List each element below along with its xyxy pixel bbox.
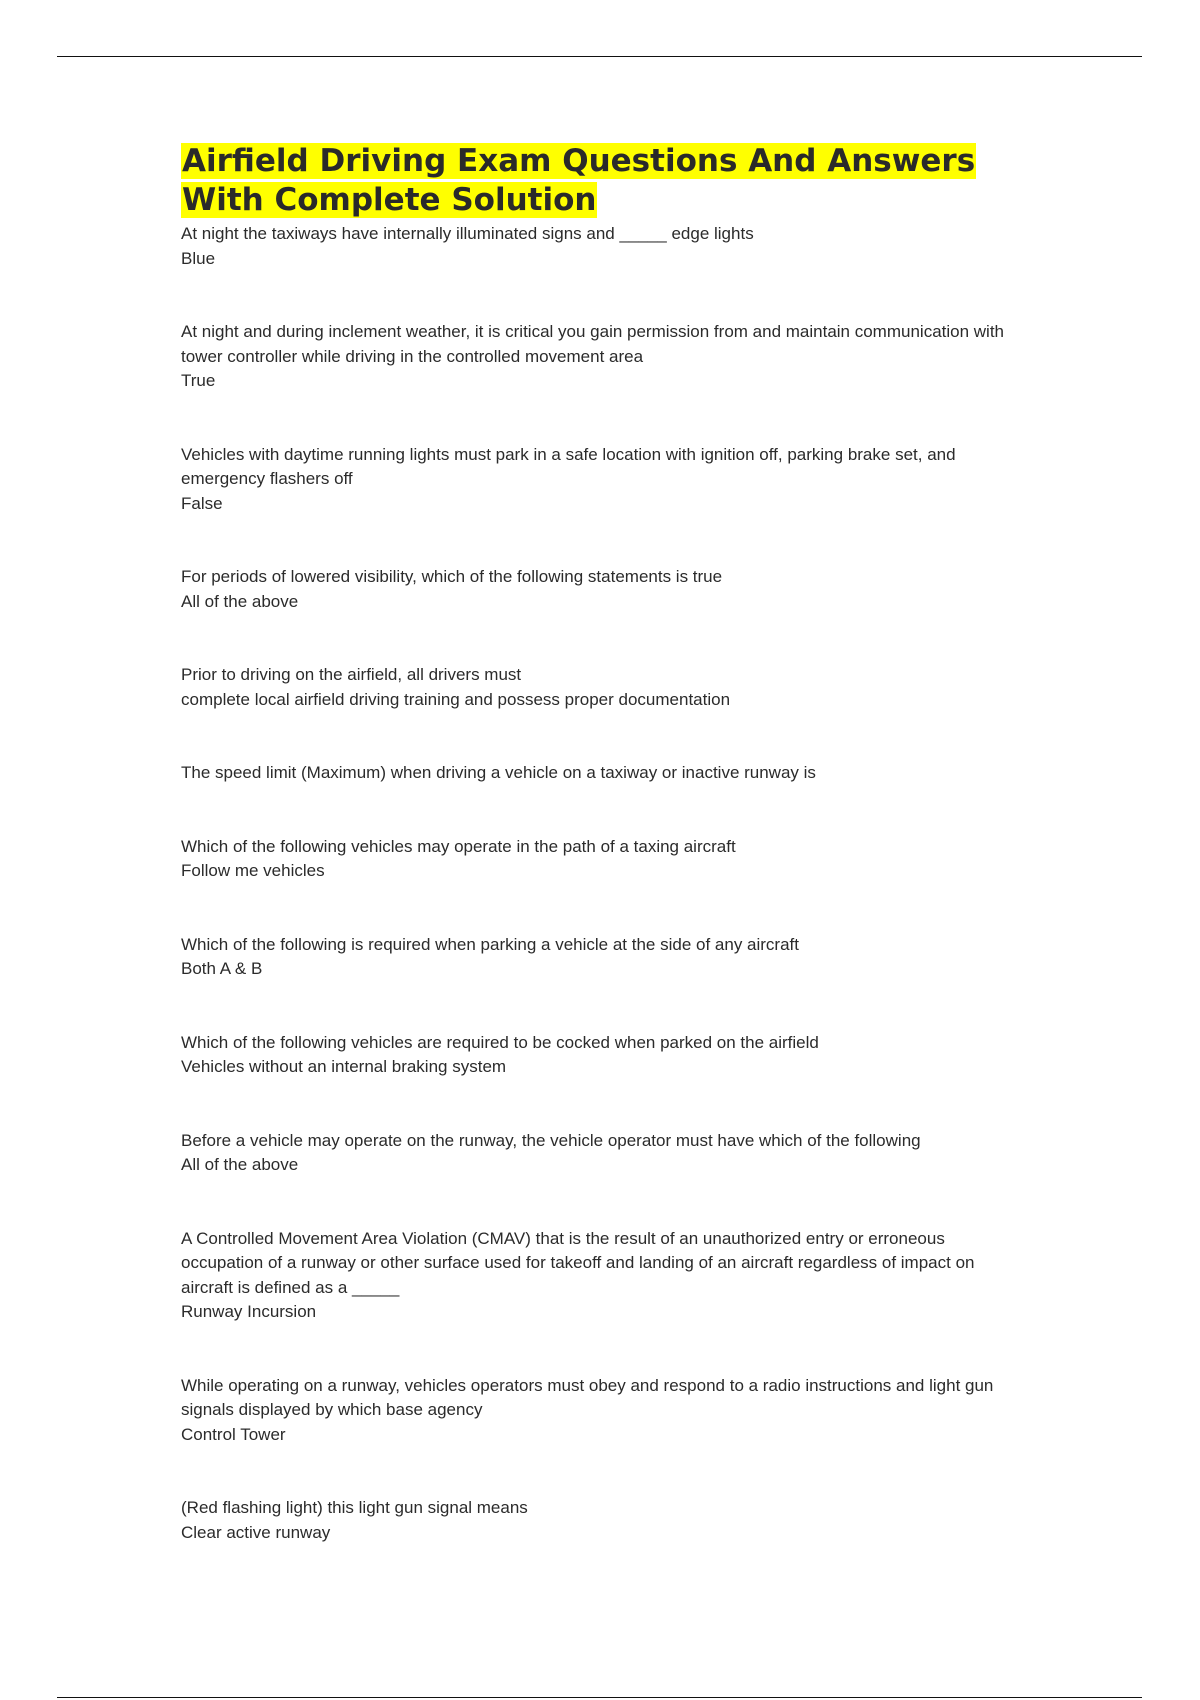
qa-item [181,835,1021,884]
qa-item [181,1227,1021,1325]
qa-list [181,222,1021,1545]
qa-item [181,320,1021,394]
answer-text: Vehicles without an internal braking system [181,1057,507,1076]
question-text: While operating on a runway, vehicles operators must obey and respond to a radio instructions and light gun signals displayed by which base agency [181,1375,994,1419]
answer-text: complete local airfield driving training and possess proper documentation [181,689,731,709]
question-text: At night and during inclement weather, it is critical you gain permission from and maintain communication with tower controller while driving in the controlled movement area [181,322,1005,366]
answer-text: All of the above [181,1155,299,1174]
document-title [181,142,1021,220]
answer-text: Runway Incursion [181,1302,317,1321]
question-text: Before a vehicle may operate on the runway, the vehicle operator must have which of the following [181,1130,921,1150]
answer-text: Control Tower [181,1424,286,1444]
answer-text: Clear active runway [181,1522,331,1542]
question-text: For periods of lowered visibility, which of the following statements is true [181,567,723,586]
qa-item [181,1374,1021,1448]
qa-item [181,222,1021,271]
title-line-2: With Complete Solution [182,182,597,218]
question-text: Vehicles with daytime running lights must park in a safe location with ignition off, parking brake set, and emergency flashers off [181,444,956,488]
qa-item [181,761,1021,786]
question-text: Prior to driving on the airfield, all drivers must [181,665,522,684]
title-line-1: Airfield Driving Exam Questions And Answers [182,143,976,179]
answer-text: False [181,493,223,513]
question-text: At night the taxiways have internally illuminated signs and _____ edge lights [181,224,754,243]
answer-text: Follow me vehicles [181,861,325,880]
qa-item [181,1031,1021,1080]
question-text: Which of the following vehicles are required to be cocked when parked on the airfield [181,1032,819,1052]
answer-text: Both A & B [181,959,263,978]
answer-text: All of the above [181,591,299,611]
answer-text: Blue [181,248,216,268]
qa-item [181,1129,1021,1178]
answer-text: True [181,371,216,390]
question-text: Which of the following is required when parking a vehicle at the side of any aircraft [181,934,799,954]
question-text: The speed limit (Maximum) when driving a vehicle on a taxiway or inactive runway is [181,763,816,782]
qa-item [181,663,1021,712]
qa-item [181,443,1021,517]
qa-item [181,565,1021,614]
question-text: (Red flashing light) this light gun signal means [181,1498,528,1517]
page-bottom-rule [57,1697,1142,1698]
question-text: A Controlled Movement Area Violation (CMAV) that is the result of an unauthorized entry or erroneous occupation of a runway or other surface used for takeoff and landing of an aircraft regardless of impact on aircraft is defined as a _____ [181,1228,975,1297]
document-body [181,142,1021,1594]
qa-item [181,933,1021,982]
page-top-rule [57,56,1142,57]
question-text: Which of the following vehicles may operate in the path of a taxing aircraft [181,836,736,856]
qa-item [181,1496,1021,1545]
